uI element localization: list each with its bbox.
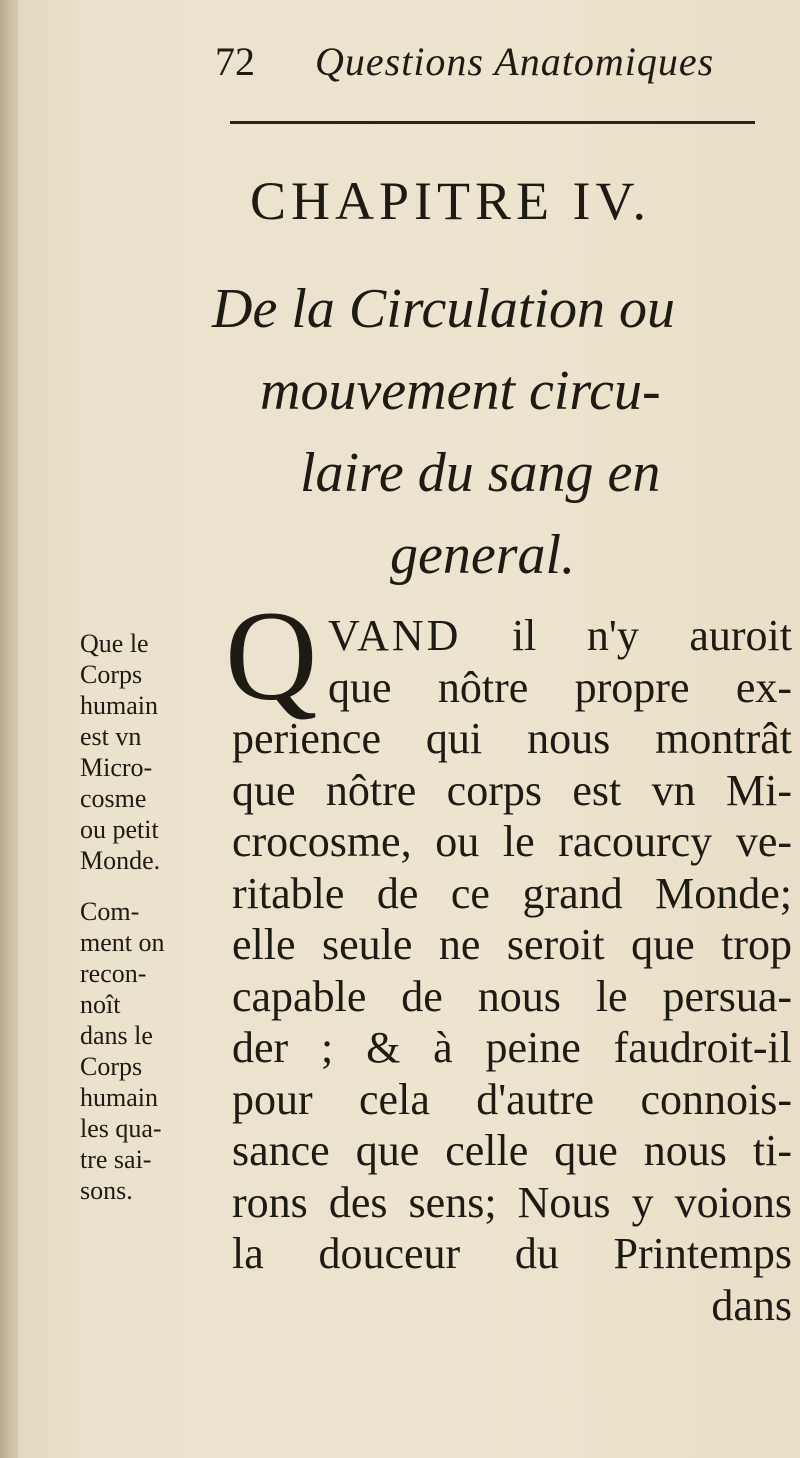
margin-note-line: cosme <box>80 784 147 813</box>
margin-note-line: dans le <box>80 1021 153 1050</box>
first-word: VAND <box>328 611 462 660</box>
body-line: pour cela d'autre connois- <box>232 1074 792 1124</box>
body-line: sance que celle que nous ti- <box>232 1126 792 1175</box>
first-line-rest: il n'y auroit <box>511 611 792 660</box>
page-header <box>215 38 760 98</box>
body-text <box>232 610 792 1331</box>
margin-note-line: ou petit <box>80 815 159 844</box>
body-line: capable de nous le persua- <box>232 971 792 1021</box>
chapter-title-line: mouvement circu- <box>260 360 661 422</box>
body-line: que nôtre corps est vn Mi- <box>232 765 792 815</box>
body-line: crocosme, ou le racourcy ve- <box>232 817 792 866</box>
margin-note-line: humain <box>80 691 158 720</box>
catchword: dans <box>711 1280 792 1330</box>
margin-note-line: noît <box>80 990 121 1019</box>
body-line: ritable de ce grand Monde; <box>232 868 792 918</box>
header-rule <box>230 121 755 124</box>
margin-note-line: Monde. <box>80 846 161 875</box>
margin-note-line: sons. <box>80 1176 133 1205</box>
margin-note-line: tre sai- <box>80 1145 152 1174</box>
margin-note-line: Micro- <box>80 753 153 782</box>
page-gutter <box>0 0 18 1458</box>
body-line <box>232 610 792 662</box>
body-line: perience qui nous montrât <box>232 714 792 763</box>
chapter-title-line: laire du sang en <box>300 442 661 504</box>
margin-note-line: recon- <box>80 959 147 988</box>
body-line: rons des sens; Nous y voions <box>232 1177 792 1227</box>
margin-note-line: Que le <box>80 629 149 658</box>
body-line: der ; & à peine faudroit-il <box>232 1023 792 1072</box>
margin-note-line: Corps <box>80 1052 143 1081</box>
margin-note-line: Corps <box>80 660 143 689</box>
margin-note <box>80 896 220 1206</box>
margin-note-line: humain <box>80 1083 158 1112</box>
margin-notes <box>80 628 220 1206</box>
margin-note-line: ment on <box>80 928 165 957</box>
page-number: 72 <box>215 39 255 84</box>
margin-note-line: Com- <box>80 897 140 926</box>
margin-note-line: est vn <box>80 722 142 751</box>
chapter-title-line: general. <box>390 524 576 586</box>
body-line: la douceur du Printemps <box>232 1229 792 1278</box>
body-line: elle seule ne seroit que trop <box>232 920 792 969</box>
running-head: Questions Anatomiques <box>315 39 715 84</box>
chapter-title-line: De la Circulation ou <box>212 278 676 340</box>
chapter-heading: CHAPITRE IV. <box>250 171 652 231</box>
margin-note-line: les qua- <box>80 1114 162 1143</box>
margin-note <box>80 628 220 876</box>
drop-cap: Q <box>225 585 318 727</box>
chapter-title <box>200 268 790 596</box>
body-line: que nôtre propre ex- <box>328 662 792 712</box>
